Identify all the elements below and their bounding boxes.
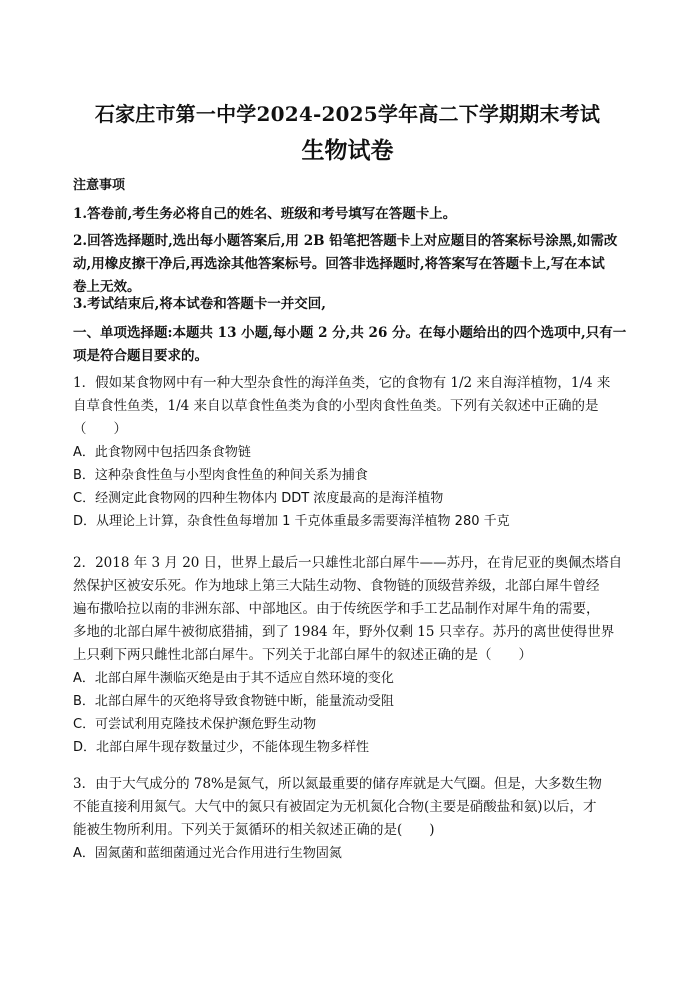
note-item-2-line: 2.回答选择题时,选出每小题答案后,用 2B 铅笔把答题卡上对应题目的答案标号涂黑,如需改 [73,233,618,249]
question-stem-line: 3．由于大气成分的 78%是氮气，所以氮最重要的储存库就是大气圈。但是，大多数生物 [73,776,602,792]
note-item-2-line: 卷上无效。 [73,279,141,295]
question-stem-line: （ ） [73,421,127,437]
section-heading-line: 项是符合题目要求的。 [73,348,208,364]
question-2 [73,552,629,759]
option-d: D．北部白犀牛现存数量过少，不能体现生物多样性 [73,740,370,755]
note-item-1-text: 1.答卷前,考生务必将自己的姓名、班级和考号填写在答题卡上。 [73,206,457,222]
exam-subtitle: 生物试卷 [301,137,394,164]
question-stem-line: 遍布撒哈拉以南的非洲东部、中部地区。由于传统医学和手工艺品制作对犀牛角的需要， [73,601,600,617]
question-stem-line: 不能直接利用氮气。大气中的氮只有被固定为无机氮化合物(主要是硝酸盐和氨)以后，才 [73,799,597,815]
option-c: C．经测定此食物网的四种生物体内 DDT 浓度最高的是海洋植物 [73,491,444,506]
option-c: C．可尝试利用克隆技术保护濒危野生动物 [73,717,317,732]
question-3 [73,773,629,865]
note-item-2-line: 动,用橡皮擦干净后,再选涂其他答案标号。回答非选择题时,将答案写在答题卡上,写在本试 [73,256,605,272]
note-item-3 [73,293,629,316]
option-d: D．从理论上计算，杂食性鱼每增加 1 千克体重最多需要海洋植物 280 千克 [73,514,510,529]
notes-heading: 注意事项 [73,178,126,193]
exam-title: 石家庄市第一中学2024-2025学年高二下学期期末考试 [94,102,601,126]
section-heading [73,322,629,368]
option-a: A．固氮菌和蓝细菌通过光合作用进行生物固氮 [73,846,342,861]
question-stem-line: 多地的北部白犀牛被彻底猎捕，到了 1984 年，野外仅剩 15 只幸存。苏丹的离世使得世界 [73,624,615,640]
option-a: A．此食物网中包括四条食物链 [73,445,251,460]
option-b: B．这种杂食性鱼与小型肉食性鱼的种间关系为捕食 [73,468,368,483]
question-stem-line: 1．假如某食物网中有一种大型杂食性的海洋鱼类，它的食物有 1/2 来自海洋植物，1/4 来 [73,375,611,391]
option-a: A．北部白犀牛濒临灭绝是由于其不适应自然环境的变化 [73,671,394,686]
note-item-2 [73,230,629,299]
option-b: B．北部白犀牛的灭绝将导致食物链中断，能量流动受阻 [73,694,394,709]
note-item-1 [73,203,629,226]
section-heading-line: 一、单项选择题:本题共 13 小题,每小题 2 分,共 26 分。在每小题给出的四个选项中,只有一 [73,325,627,341]
question-stem-line: 自草食性鱼类，1/4 来自以草食性鱼类为食的小型肉食性鱼类。下列有关叙述中正确的是 [73,398,599,414]
question-stem-line: 然保护区被安乐死。作为地球上第三大陆生动物、食物链的顶级营养级，北部白犀牛曾经 [73,578,600,594]
question-stem-line: 上只剩下两只雌性北部白犀牛。下列关于北部白犀牛的叙述正确的是（ ） [73,647,532,663]
question-1 [73,372,629,533]
question-stem-line: 2．2018 年 3 月 20 日，世界上最后一只雄性北部白犀牛——苏丹，在肯尼亚的奥佩杰塔自 [73,555,623,571]
note-item-3-text: 3.考试结束后,将本试卷和答题卡一并交回, [73,296,326,312]
question-stem-line: 能被生物所利用。下列关于氮循环的相关叙述正确的是( ) [73,822,435,838]
